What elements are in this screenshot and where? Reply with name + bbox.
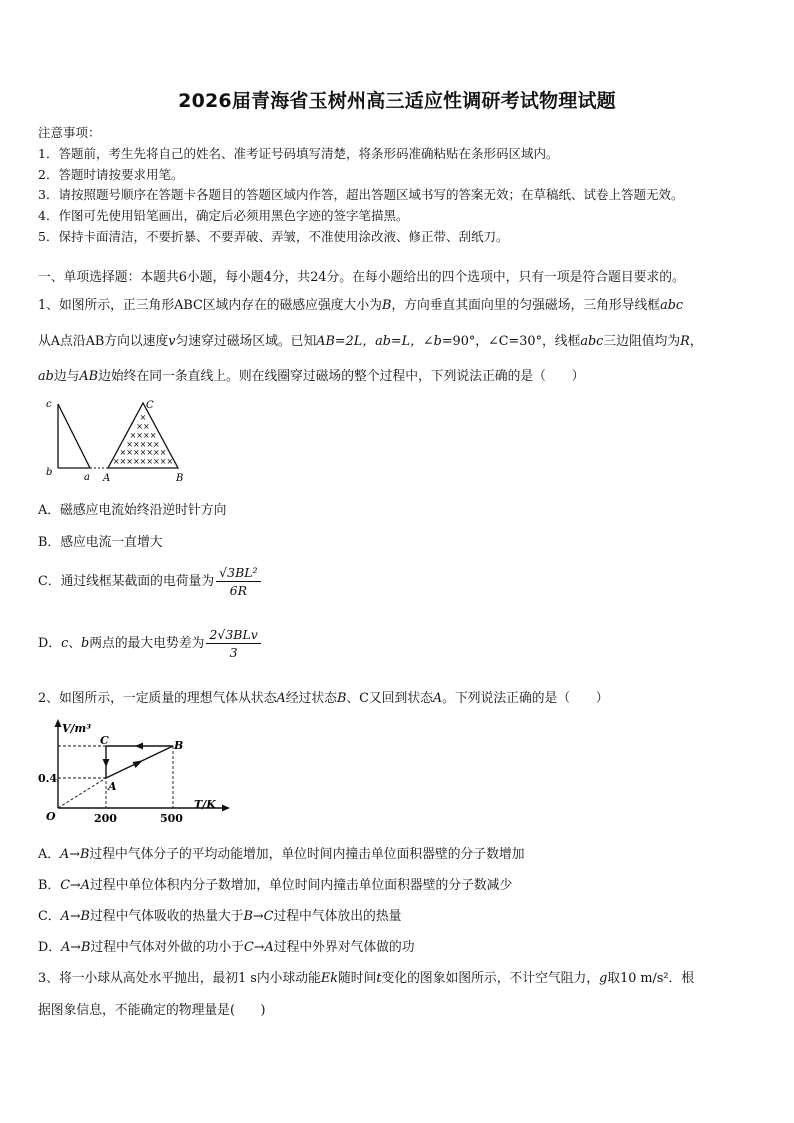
q1-text: ，方向垂直其面向里的匀强磁场，三角形导线框 — [391, 298, 661, 313]
option-var: b — [81, 636, 90, 651]
option-var: C→A — [60, 878, 90, 893]
label-a: a — [84, 472, 90, 483]
q1-text: 匀速穿过磁场区域。已知 — [175, 334, 317, 349]
point-label-a: A — [108, 780, 117, 793]
q2-text: 经过状态 — [285, 691, 337, 706]
point-label-c: C — [100, 734, 109, 747]
q2-option-d — [38, 936, 415, 955]
field-x-row: × — [139, 413, 147, 422]
label-A: A — [103, 473, 111, 484]
q3-stem-line1 — [38, 967, 694, 986]
q1-var: B — [381, 298, 392, 313]
q1-option-c — [38, 565, 261, 598]
q1-text: 从A点沿AB方向以速度 — [38, 334, 169, 349]
q1-text: 边始终在同一条直线上。则在线圈穿过磁场的整个过程中，下列说法正确的是（ ） — [98, 369, 585, 384]
label-b: b — [46, 467, 53, 478]
option-text: C． — [38, 909, 61, 924]
q3-var: t — [376, 971, 382, 986]
option-text: A． — [38, 847, 61, 862]
q1-option-b: B．感应电流一直增大 — [38, 535, 163, 550]
label-B: B — [176, 473, 184, 484]
q1-option-d — [38, 627, 261, 660]
option-text: 过程中外界对气体做的功 — [273, 940, 415, 955]
q3-var: g — [599, 971, 608, 986]
option-text: 过程中气体吸收的热量大于 — [89, 909, 244, 924]
note-item: 5．保持卡面清洁，不要折暴、不要弄破、弄皱，不准使用涂改液、修正带、刮纸刀。 — [38, 229, 509, 244]
arrow-a-b — [133, 760, 144, 768]
arrow-c-a — [103, 759, 110, 767]
q1-var: ab — [38, 369, 54, 384]
q1-var: AB — [79, 369, 99, 384]
option-var: A→B — [60, 909, 90, 924]
option-var: A→B — [60, 847, 90, 862]
q2-option-c — [38, 905, 401, 924]
q1-var: v — [168, 334, 176, 349]
page-title: 2026届青海省玉树州高三适应性调研考试物理试题 — [178, 90, 616, 112]
option-text: D． — [38, 636, 62, 651]
q3-text: 取10 m/s²．根 — [607, 971, 695, 986]
guide-line — [58, 778, 106, 808]
q1-var: abc — [660, 298, 684, 313]
option-var: A→B — [61, 940, 91, 955]
x-axis-arrow — [222, 805, 230, 812]
q2-option-b — [38, 874, 512, 893]
q2-stem — [38, 687, 609, 706]
y-axis-arrow — [55, 719, 62, 727]
q2-text: 。下列说法正确的是（ ） — [442, 691, 609, 706]
label-c: c — [46, 399, 52, 410]
section-heading: 一、单项选择题：本题共6小题，每小题4分，共24分。在每小题给出的四个选项中，只有一项是符合题目要求的。 — [38, 270, 685, 285]
fraction-numerator: √3BL² — [216, 565, 260, 582]
option-var: B→C — [243, 909, 274, 924]
option-text: 过程中气体放出的热量 — [273, 909, 402, 924]
q3-var: Ek — [320, 971, 338, 986]
origin-label: O — [46, 810, 56, 823]
q1-text: 三边阻值均为 — [603, 334, 681, 349]
x-tick-label: 200 — [94, 812, 117, 825]
fraction-numerator: 2√3BLv — [206, 627, 260, 644]
q1-text: 边与 — [53, 369, 80, 384]
q1-angle: 90° — [452, 334, 476, 349]
fraction — [206, 627, 260, 660]
option-var: c — [61, 636, 69, 651]
label-C: C — [146, 400, 154, 411]
q1-angle: 30° — [519, 334, 542, 349]
q2-option-a — [38, 843, 525, 862]
q1-text: ， — [689, 334, 703, 349]
q1-option-a: A．磁感应电流始终沿逆时针方向 — [38, 503, 227, 518]
q2-text: 2、如图所示，一定质量的理想气体从状态 — [38, 691, 277, 706]
option-text: 两点的最大电势差为 — [89, 636, 205, 651]
q1-stem-line1 — [38, 294, 683, 313]
option-text: 过程中单位体积内分子数增加，单位时间内撞击单位面积器壁的分子数减少 — [89, 878, 513, 893]
note-item: 3．请按照题号顺序在答题卡各题目的答题区域内作答，超出答题区域书写的答案无效；在草稿纸、试卷上答题无效。 — [38, 187, 684, 202]
fraction-denominator: 6R — [229, 583, 248, 598]
option-text: C．通过线框某截面的电荷量为 — [38, 574, 215, 589]
q2-var: A — [276, 691, 286, 706]
field-x-row: ××××××× — [119, 448, 167, 457]
q1-var: abc — [580, 334, 604, 349]
field-x-row: ××××× — [126, 440, 160, 449]
point-label-b: B — [174, 739, 184, 752]
q1-text: ，线框 — [541, 334, 581, 349]
option-text: 过程中气体分子的平均动能增加，单位时间内撞击单位面积器壁的分子数增加 — [89, 847, 525, 862]
q1-text: 1、如图所示，正三角形ABC区域内存在的磁感应强度大小为 — [38, 298, 382, 313]
fraction-denominator: 3 — [229, 645, 238, 660]
q2-vt-graph — [38, 716, 238, 828]
field-x-row: ××××××××× — [112, 457, 174, 466]
x-tick-label: 500 — [160, 812, 183, 825]
arrow-b-c — [135, 743, 143, 750]
field-x-row: ×××× — [129, 431, 157, 440]
q3-stem-line2: 据图象信息，不能确定的物理量是( ) — [38, 1003, 266, 1018]
option-var: C→A — [244, 940, 274, 955]
option-text: B． — [38, 878, 61, 893]
notes-heading: 注意事项： — [38, 125, 101, 140]
q1-stem-line2 — [38, 330, 703, 349]
q3-text: 随时间 — [337, 971, 377, 986]
q1-text: ，∠C= — [475, 334, 520, 349]
y-tick-label: 0.4 — [38, 772, 58, 785]
x-axis-label: T/K — [194, 798, 216, 811]
q2-var: B — [336, 691, 347, 706]
q1-stem-line3 — [38, 365, 584, 384]
note-item: 2．答题时请按要求用笔。 — [38, 167, 184, 182]
y-axis-label: V/m³ — [62, 722, 92, 735]
option-text: D． — [38, 940, 62, 955]
note-item: 1．答题前，考生先将自己的姓名、准考证号码填写清楚，将条形码准确粘贴在条形码区域内。 — [38, 146, 559, 161]
q1-figure — [40, 394, 190, 486]
q2-var: A — [432, 691, 443, 706]
option-text: 、 — [68, 636, 82, 651]
q2-text: 、C又回到状态 — [346, 691, 433, 706]
fraction — [216, 565, 260, 598]
q1-var: R — [680, 334, 690, 349]
q1-var: AB=2L，ab=L，∠b= — [316, 334, 453, 349]
q3-text: 变化的图象如图所示，不计空气阻力， — [381, 971, 600, 986]
q3-text: 3、将一小球从高处水平抛出，最初1 s内小球动能 — [38, 971, 321, 986]
note-item: 4．作图可先使用铅笔画出，确定后必须用黑色字迹的签字笔描黑。 — [38, 208, 409, 223]
option-text: 过程中气体对外做的功小于 — [90, 940, 244, 955]
field-x-row: ×× — [136, 422, 150, 431]
frame-side-ca — [58, 404, 90, 468]
